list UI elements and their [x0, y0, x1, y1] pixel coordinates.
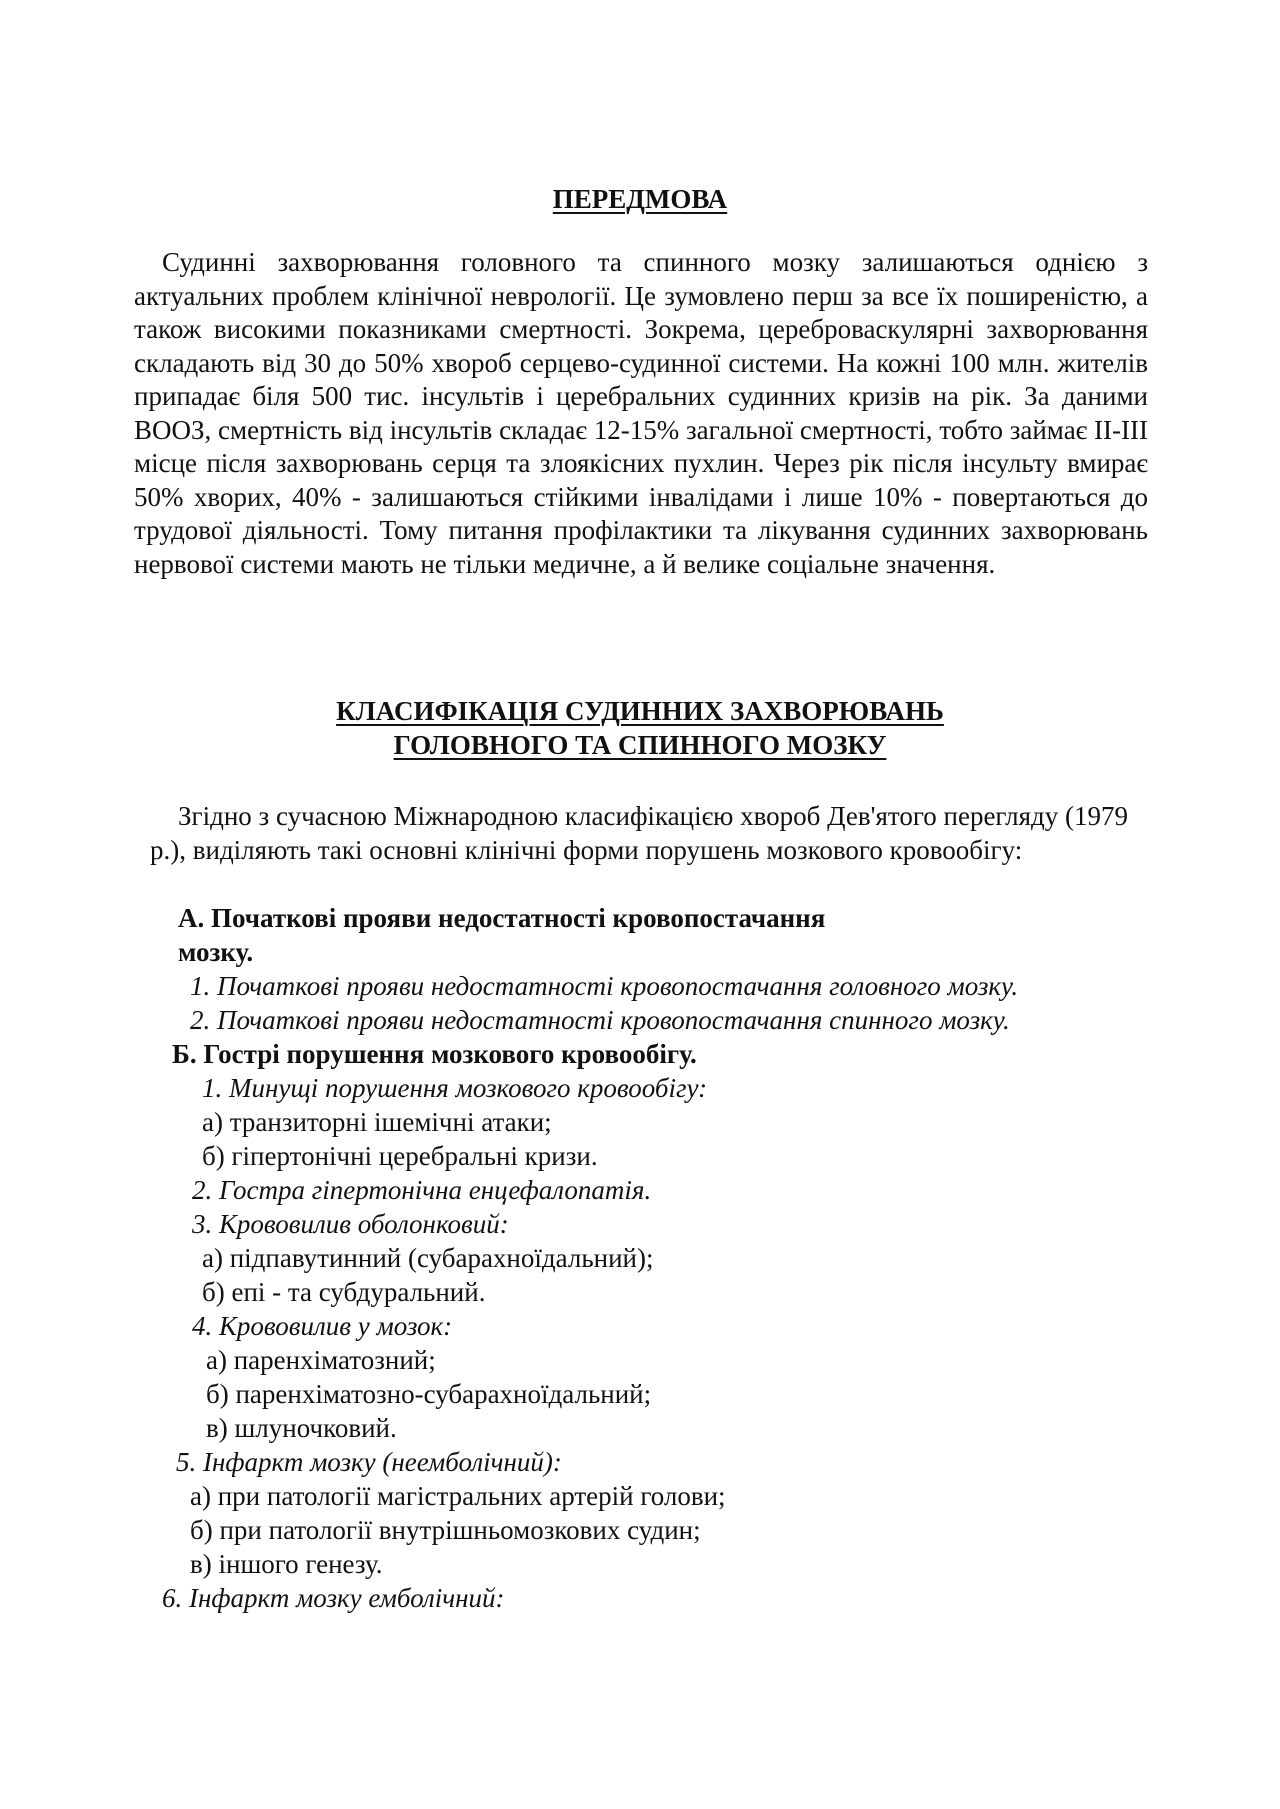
section-a-heading-line2: мозку. — [178, 937, 254, 967]
preface-paragraph: Судинні захворювання головного та спинного мозку залишаються однією з актуальних проблем клінічної неврології. Це зумовлено перш за все їх поширеністю, а також високими показниками смертності. Зокрема, цереброваскулярні захворювання складають від 30 до 50% хвороб серцево-судинної системи. На кожні 100 млн. жителів припадає біля 500 тис. інсультів і церебральних судинних кризів на рік. За даними ВООЗ, смертність від інсультів складає 12-15% загальної смертності, тобто займає II-III місце після захворювань серця та злоякісних пухлин. Через рік після інсульту вмирає 50% хворих, 40% - залишаються стійкими інвалідами і лише 10% - повертаються до трудової діяльності. Тому питання профілактики та лікування судинних захворювань нервової системи мають не тільки медичне, а й велике соціальне значення. — [134, 247, 1148, 579]
list-item-a2: 2. Початкові прояви недостатності кровопостачання спинного мозку. — [190, 1005, 1010, 1035]
list-item-b5c: в) іншого генезу. — [190, 1549, 383, 1579]
list-item-b5a: а) при патології магістральних артерій голови; — [190, 1481, 726, 1511]
classification-title-line2: ГОЛОВНОГО ТА СПИННОГО МОЗКУ — [393, 730, 887, 760]
list-item-b5b: б) при патології внутрішньомозкових судин; — [190, 1515, 701, 1545]
list-item-b6: 6. Інфаркт мозку емболічний: — [162, 1583, 505, 1613]
list-item-b2: 2. Гостра гіпертонічна енцефалопатія. — [192, 1175, 652, 1205]
list-item-b4b: б) паренхіматозно-субарахноїдальний; — [206, 1379, 652, 1409]
list-item-b3a: а) підпавутинний (субарахноїдальний); — [202, 1243, 654, 1273]
list-item-b4a: а) паренхіматозний; — [206, 1345, 436, 1375]
classification-intro: Згідно з сучасною Міжнародною класифікацією хвороб Дев'ятого перегляду (1979 р.), виділяють такі основні клінічні форми порушень мозкового кровообігу: — [150, 801, 1128, 865]
section-a-heading-line1: А. Початкові прояви недостатності кровопостачання — [178, 903, 826, 933]
list-item-b1: 1. Минущі порушення мозкового кровообігу: — [202, 1073, 708, 1103]
list-item-b3: 3. Крововилив оболонковий: — [192, 1209, 509, 1239]
list-item-a1: 1. Початкові прояви недостатності кровопостачання головного мозку. — [190, 971, 1019, 1001]
section-b-heading: Б. Гострі порушення мозкового кровообігу. — [172, 1039, 697, 1069]
classification-title-line1: КЛАСИФІКАЦІЯ СУДИННИХ ЗАХВОРЮВАНЬ — [336, 696, 944, 726]
preface-title: ПЕРЕДМОВА — [552, 184, 728, 214]
list-item-b1a: а) транзиторні ішемічні атаки; — [202, 1107, 552, 1137]
list-item-b5: 5. Інфаркт мозку (неемболічний): — [176, 1447, 562, 1477]
list-item-b3b: б) епі - та субдуральний. — [202, 1277, 486, 1307]
list-item-b4c: в) шлуночковий. — [206, 1413, 397, 1443]
list-item-b4: 4. Крововилив у мозок: — [192, 1311, 453, 1341]
list-item-b1b: б) гіпертонічні церебральні кризи. — [202, 1141, 598, 1171]
